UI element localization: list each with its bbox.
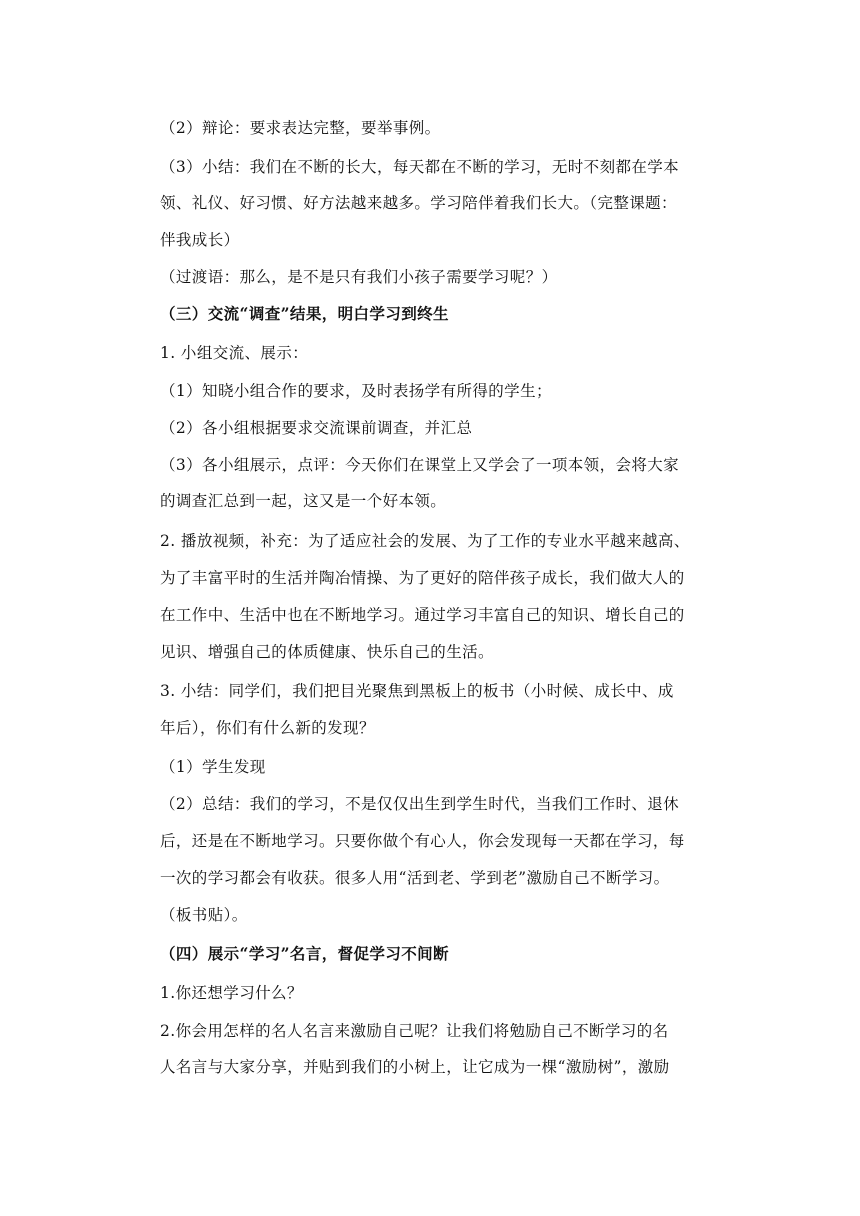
- sub-item-1: （1）知晓小组合作的要求，及时表扬学有所得的学生；: [160, 382, 552, 400]
- sub-item-3: （3）各小组展示，点评：今天你们在课堂上又学会了一项本领，会将大家: [160, 456, 680, 474]
- paragraph-summary-3: 伴我成长）: [160, 231, 240, 249]
- list-item-2: 2. 播放视频，补充：为了适应社会的发展、为了工作的专业水平越来越高、: [160, 532, 690, 550]
- list-item-quotes: 2.你会用怎样的名人名言来激励自己呢？让我们将勉励自己不断学习的名: [160, 1022, 669, 1040]
- list-item-quotes-cont: 人名言与大家分享，并贴到我们的小树上，让它成为一棵“激励树”，激励: [160, 1058, 670, 1076]
- paragraph-summary-2: 领、礼仪、好习惯、好方法越来越多。学习陪伴着我们长大。（完整课题：: [160, 194, 677, 212]
- list-item-2-cont-1: 为了丰富平时的生活并陶冶情操、为了更好的陪伴孩子成长，我们做大人的: [160, 569, 685, 587]
- sub-item-conclusion: （2）总结：我们的学习，不是仅仅出生到学生时代，当我们工作时、退休: [160, 795, 680, 813]
- list-item-want: 1.你还想学习什么？: [160, 984, 303, 1002]
- list-item-2-cont-2: 在工作中、生活中也在不断地学习。通过学习丰富自己的知识、增长自己的: [160, 606, 685, 624]
- list-item-2-cont-3: 见识、增强自己的体质健康、快乐自己的生活。: [160, 643, 494, 661]
- list-item-3: 3. 小结：同学们，我们把目光聚焦到黑板上的板书（小时候、成长中、成: [160, 682, 674, 700]
- section-heading-4: （四）展示“学习”名言，督促学习不间断: [160, 944, 449, 963]
- paragraph-summary-1: （3）小结：我们在不断的长大，每天都在不断的学习，无时不刻都在学本: [160, 158, 680, 176]
- sub-item-conclusion-cont-1: 后，还是在不断地学习。只要你做个有心人，你会发现每一天都在学习，每: [160, 832, 685, 850]
- sub-item-conclusion-cont-3: （板书贴）。: [160, 906, 248, 924]
- paragraph-transition: （过渡语：那么，是不是只有我们小孩子需要学习呢？）: [160, 268, 558, 286]
- section-heading-3: （三）交流“调查”结果，明白学习到终生: [160, 304, 449, 323]
- sub-item-discover: （1）学生发现: [160, 758, 266, 776]
- list-item-3-cont: 年后），你们有什么新的发现？: [160, 719, 375, 737]
- sub-item-conclusion-cont-2: 一次的学习都会有收获。很多人用“活到老、学到老”激励自己不断学习。: [160, 869, 670, 887]
- sub-item-2: （2）各小组根据要求交流课前调查，并汇总: [160, 419, 473, 437]
- paragraph-debate: （2）辩论：要求表达完整，要举事例。: [160, 119, 441, 137]
- sub-item-3-cont: 的调查汇总到一起，这又是一个好本领。: [160, 492, 447, 510]
- list-item-1: 1. 小组交流、展示：: [160, 344, 309, 362]
